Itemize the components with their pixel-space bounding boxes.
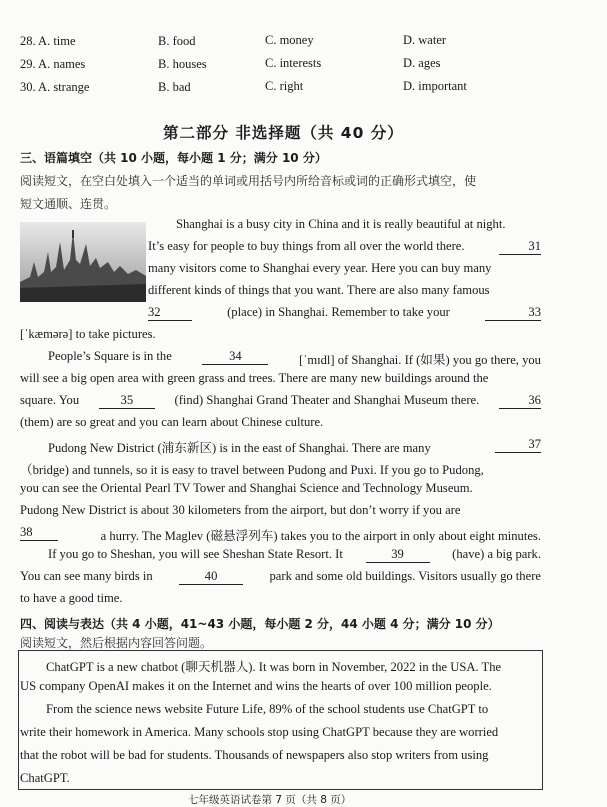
passage-line-13 [20, 481, 541, 503]
blank-39[interactable]: 39 [366, 547, 430, 563]
option-30-c: C. right [265, 79, 304, 93]
option-30-d: D. important [403, 79, 467, 93]
passage-line-2 [148, 239, 541, 261]
passage-text: that the robot will be bad for students. Thousands of newspapers also stop writers from using [20, 748, 489, 762]
passage-text: square. You [20, 393, 80, 407]
passage-line-15 [20, 525, 541, 547]
shanghai-skyline-photo [20, 222, 146, 302]
passage-text: park and some old buildings. Visitors usually go there [269, 569, 541, 583]
section3-instruction-line2: 短文通顺、连贯。 [20, 197, 117, 211]
blank-40[interactable]: 40 [179, 569, 243, 585]
section3-instruction-line1: 阅读短文，在空白处填入一个适当的单词或用括号内所给音标或词的正确形式填空，使 [20, 174, 477, 188]
passage-text: Pudong New District is about 30 kilometers from the airport, but don’t worry if you are [20, 503, 461, 517]
passage-text: (find) Shanghai Grand Theater and Shanghai Museum there. [174, 393, 480, 407]
passage-line-11 [48, 437, 541, 459]
option-29-c: C. interests [265, 56, 322, 70]
passage-line-12 [20, 459, 541, 481]
passage-text: [ˈmɪdl] of Shanghai. If (如果) you go there, you [298, 353, 541, 367]
passage-text: different kinds of things that you want. There are also many famous [148, 283, 490, 297]
box-line-2 [20, 679, 524, 701]
passage-line-17 [20, 569, 541, 591]
passage-text: Shanghai is a busy city in China and it is really beautiful at night. [176, 217, 506, 231]
passage-text: [ˈkæmərə] to take pictures. [20, 327, 156, 341]
option-29-a: 29. A. names [20, 57, 86, 71]
box-line-4 [20, 725, 540, 747]
passage-line-16 [48, 547, 541, 569]
passage-text: ChatGPT. [20, 771, 70, 785]
blank-33[interactable]: 33 [485, 305, 541, 321]
passage-text: It’s easy for people to buy things from all over the world there. [148, 239, 465, 253]
passage-text: many visitors come to Shanghai every year. Here you can buy many [148, 261, 492, 275]
section4-header: 四、阅读与表达（共 4 小题，41~43 小题，每小题 2 分，44 小题 4 分；满分 10 分） [20, 617, 500, 631]
box-line-5 [20, 748, 540, 770]
option-30-b: B. bad [158, 80, 191, 94]
option-30-a: 30. A. strange [20, 80, 90, 94]
option-28-a: 28. A. time [20, 34, 76, 48]
option-28-d: D. water [403, 33, 447, 47]
passage-line-18 [20, 591, 541, 613]
passage-text: If you go to Sheshan, you will see Sheshan State Resort. It [48, 547, 343, 561]
blank-35[interactable]: 35 [99, 393, 155, 409]
section3-header: 三、语篇填空（共 10 小题，每小题 1 分；满分 10 分） [20, 151, 327, 165]
passage-text: (them) are so great and you can learn about Chinese culture. [20, 415, 324, 429]
passage-text: （bridge) and tunnels, so it is easy to travel between Pudong and Puxi. If you go to Pudong, [20, 463, 484, 477]
section4-instruction: 阅读短文，然后根据内容回答问题。 [20, 636, 213, 650]
page-footer: 七年级英语试卷第 7 页（共 8 页） [188, 794, 352, 806]
passage-line-10 [20, 415, 541, 437]
passage-text: will see a big open area with green grass and trees. There are many new buildings around the [20, 371, 489, 385]
passage-line-8 [20, 371, 541, 393]
option-29-d: D. ages [403, 56, 441, 70]
passage-text: a hurry. The Maglev (磁悬浮列车) takes you to the airport in only about eight minutes. [100, 529, 541, 543]
passage-text: Pudong New District (浦东新区) is in the east of Shanghai. There are many [48, 441, 431, 455]
blank-32[interactable]: 32 [148, 305, 192, 321]
passage-line-1 [176, 217, 541, 239]
passage-line-6 [20, 327, 541, 349]
option-28-b: B. food [158, 34, 196, 48]
blank-38[interactable]: 38 [20, 525, 58, 541]
box-line-3 [46, 702, 540, 724]
box-line-1 [46, 656, 540, 678]
option-28-c: C. money [265, 33, 314, 47]
passage-line-7 [48, 349, 541, 371]
passage-line-9 [20, 393, 541, 415]
passage-text: (have) a big park. [452, 547, 541, 561]
passage-text: People’s Square is in the [48, 349, 172, 363]
passage-text: ChatGPT is a new chatbot (聊天机器人). It was born in November, 2022 in the USA. The [46, 660, 502, 674]
passage-text: write their homework in America. Many schools stop using ChatGPT because they are worried [20, 725, 499, 739]
passage-line-14 [20, 503, 541, 525]
part2-title: 第二部分 非选择题（共 40 分） [163, 124, 404, 142]
option-29-b: B. houses [158, 57, 207, 71]
passage-text: you can see the Oriental Pearl TV Tower and Shanghai Science and Technology Museum. [20, 481, 473, 495]
blank-37[interactable]: 37 [495, 437, 541, 453]
passage-line-4 [148, 283, 541, 305]
passage-text: From the science news website Future Life, 89% of the school students use ChatGPT to [46, 702, 489, 716]
blank-36[interactable]: 36 [499, 393, 541, 409]
passage-text: US company OpenAI makes it on the Internet and wins the hearts of over 100 million people. [20, 679, 492, 693]
blank-34[interactable]: 34 [202, 349, 268, 365]
passage-line-5 [148, 305, 541, 327]
passage-text: to have a good time. [20, 591, 123, 605]
passage-line-3 [148, 261, 541, 283]
box-line-6 [20, 771, 540, 793]
passage-text: (place) in Shanghai. Remember to take your [227, 305, 450, 319]
passage-text: You can see many birds in [20, 569, 153, 583]
blank-31[interactable]: 31 [499, 239, 541, 255]
